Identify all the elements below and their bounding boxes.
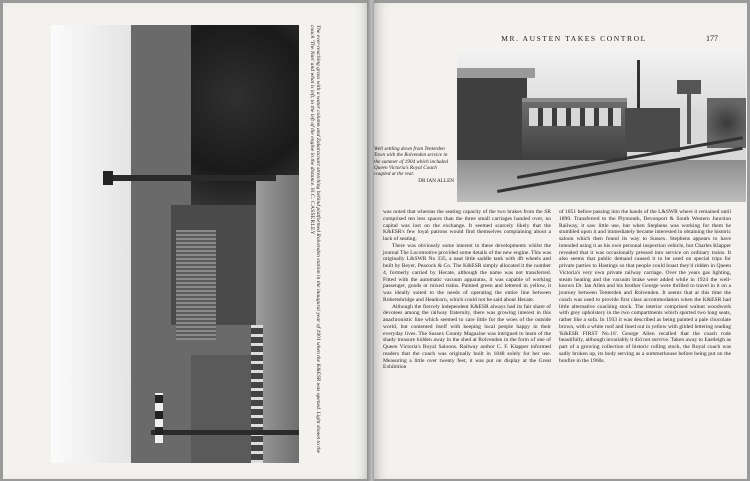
photo-roof — [176, 230, 216, 340]
right-page-photo — [457, 50, 746, 202]
paragraph: of 1851 before passing into the hands of the L&SWR where it remained until 1890. Transferred to the Plymouth, Devonport & South Western Junction Railway, it saw little use, but when Stephens was working for them he stumbled upon it and immediately became interested in obtaining the historic saloon which then found its way to Sussex. Stephens appears to have intended using it as his own personal inspection vehicle, but Charles Klapper revealed that it was occasionally pressed into service on ordinary trains. It also seems that public demand caused it to be used on special trips for private parties to Hastings so that people could boast they'd ridden in Queen Victoria's very own private railway carriage. Over the years gas lighting, steam heating and the vacuum brake were added while in 1924 the well-known Dr. Ian Allen and his brother George were thrilled to travel in it on a journey between Tenterden and Rolvenden. It seems that at this time the coach was used to provide first class accommodation when the K&ESR had little alternative coaching stock. The interior comprised walnut woodwork with grey upholstery in the two compartments which sported two long seats, rather like a sofa. In 1933 it was described as being painted a pale chocolate brown, with a white roof and lined out in yellow with gilded lettering reading 'K&ESR FIRST No.16'. George Allen recalled that the coach rode beautifully, although invariably it did not survive. Taken away to Eastleigh as part of a growing collection of historic rolling stock, the Royal coach was sadly broken up, its body serving as a summerhouse before being put on the bonfire in the 1960s. — [559, 209, 731, 364]
left-caption-credit: H.C. CASSERLEY — [308, 188, 315, 235]
photo-telegraph-pole — [106, 175, 276, 181]
running-head: MR. AUSTEN TAKES CONTROL — [501, 34, 647, 43]
paragraph: There was obviously some interest in these developments whilst the journal The Locomotive provided some details of the new engine. This was originally L&SWR No 335, a neat little saddle tank with 4ft wheels and built by Beyer, Peacock & Co. The K&ESR simply allocated it the number 4, formerly carried by Hecate, although the name was not transferred. Fitted with the automatic vacuum apparatus, it was capable of working passenger, goods or mixed trains. Painted green and lettered in yellow, it was ideally suited to the needs of operating the entire line between Robertsbridge and Headcorn, which could not be said about Hecate. — [383, 242, 551, 303]
photo-ground — [457, 160, 746, 202]
photo-coach-windows — [529, 108, 621, 126]
photo-station-building — [457, 72, 527, 167]
photo-pole-top — [103, 171, 113, 185]
paragraph: was noted that whereas the seating capacity of the two brakes from the SR comprised ten less spaces than the three small carriages handed over, no capital was lost on the exchange. It seemed scarcely likely that the K&ESR's few loyal patrons would find themselves complaining about a lack of seating. — [383, 209, 551, 242]
photo-signal-post — [151, 430, 299, 435]
photo-water-tank — [677, 80, 701, 94]
left-photo-caption — [301, 25, 321, 463]
text-column-1 — [383, 209, 551, 371]
right-caption-credit: DR IAN ALLEN — [418, 178, 454, 185]
left-page-photo — [51, 25, 299, 463]
photo-signal-arm — [155, 393, 163, 443]
text-column-2 — [559, 209, 731, 364]
right-page — [374, 3, 747, 479]
left-caption-text: The ever-reaching grass with a water column and Zakaracourt stretching behind platformed Rolvenden station in the inaugural year of 1901 when the K&ESR was opened. Light shown to the coach 'The Nun' and what is left, to the left of the engine in the distance. — [308, 25, 321, 454]
right-caption-text: Well settling down from Tenterden Town with the Rolvenden service in the summer of 1904 which included Queen Victoria's Royal Coach coupled at the rear. — [374, 146, 448, 178]
photo-telegraph-pole — [637, 60, 640, 110]
photo-second-coach — [625, 108, 680, 152]
photo-fence — [251, 325, 263, 463]
right-photo-caption — [374, 146, 454, 185]
photo-water-tank-leg — [687, 94, 691, 144]
photo-canopy — [457, 68, 535, 78]
page-number: 177 — [706, 34, 718, 43]
photo-sky — [51, 25, 131, 463]
paragraph: Although the fiercely independent K&ESR always had its fair share of devotees among the railway fraternity, there was growing interest in this anachronistic line which seemed to care little for the woes of the outside world, but contented itself with keeping local people happy in their everyday lives. The Sussex County Magazine was intrigued to learn of the shady treasure hidden away in the shed at Rolvenden in the form of one of Queen Victoria's Royal Saloons. Railway author C. F. Klapper informed readers that the coach was originally built in 1848 solely for her use. Measuring a little over twenty feet, it was put on display at the Great Exhibition — [383, 303, 551, 371]
photo-grass — [191, 355, 256, 463]
left-page — [3, 3, 369, 479]
